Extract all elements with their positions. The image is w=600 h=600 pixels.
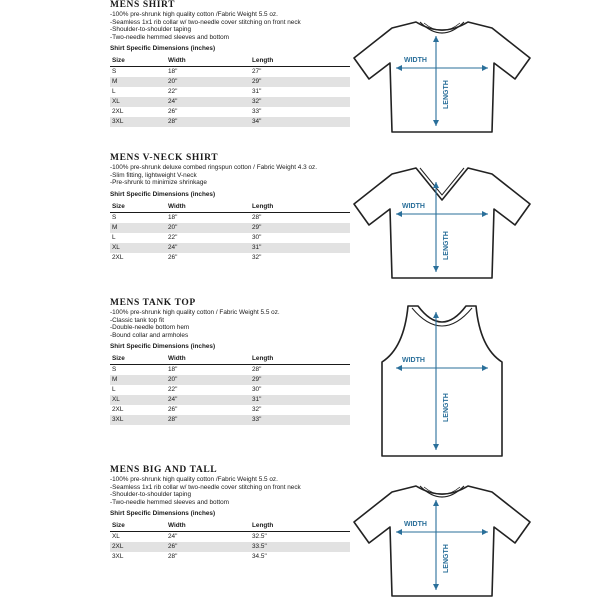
cell-size: XL	[112, 533, 120, 540]
table-row	[110, 117, 350, 127]
table-header	[110, 521, 350, 532]
header-size: Size	[112, 522, 125, 529]
cell-width: 20"	[168, 376, 178, 383]
cell-length: 32"	[252, 406, 262, 413]
cell-width: 24"	[168, 533, 178, 540]
table-header	[110, 56, 350, 67]
cell-width: 26"	[168, 543, 178, 550]
cell-size: S	[112, 366, 117, 373]
cell-width: 28"	[168, 416, 178, 423]
feature-line: -Seamless 1x1 rib collar w/ two-needle cover stitching on front neck	[110, 18, 301, 26]
length-label: LENGTH	[443, 80, 450, 109]
table-row	[110, 552, 350, 562]
cell-width: 24"	[168, 98, 178, 105]
cell-size: M	[112, 223, 118, 231]
cell-length: 34.5"	[252, 553, 267, 560]
cell-size: S	[112, 68, 117, 75]
feature-line: -100% pre-shrunk high quality cotton /Fabric Weight 5.5 oz.	[110, 476, 278, 483]
width-label: WIDTH	[404, 57, 427, 64]
size-table	[110, 56, 350, 127]
cell-size: 2XL	[112, 108, 124, 115]
section-title: MENS SHIRT	[110, 0, 176, 10]
length-label: LENGTH	[443, 393, 450, 422]
table-row	[110, 385, 350, 395]
cell-length: 30"	[252, 233, 262, 241]
table-row	[110, 532, 350, 542]
table-header	[110, 354, 350, 365]
cell-size: 3XL	[112, 553, 124, 560]
cell-length: 32.5"	[252, 533, 267, 540]
section-mens-tank-top	[110, 298, 350, 425]
cell-width: 18"	[168, 213, 178, 221]
feature-line: -Pre-shrunk to minimize shrinkage	[110, 179, 207, 186]
table-row	[110, 542, 350, 552]
tshirt-outline	[352, 14, 532, 134]
cell-size: L	[112, 233, 116, 241]
header-size: Size	[112, 202, 125, 210]
cell-length: 32"	[252, 98, 262, 105]
feature-line: -Two-needle hemmed sleeves and bottom	[110, 498, 230, 506]
feature-line: -Two-needle hemmed sleeves and bottom	[110, 33, 230, 41]
cell-length: 29"	[252, 78, 262, 85]
feature-line: -Seamless 1x1 rib collar w/ two-needle cover stitching on front neck	[110, 483, 301, 491]
cell-width: 22"	[168, 88, 178, 95]
cell-width: 26"	[168, 406, 178, 413]
cell-length: 27"	[252, 68, 262, 75]
cell-length: 31"	[252, 396, 262, 403]
table-row	[110, 243, 350, 253]
size-table	[110, 521, 350, 562]
feature-line: -Shoulder-to-shoulder taping	[110, 26, 191, 33]
cell-length: 31"	[252, 243, 262, 251]
table-row	[110, 223, 350, 233]
feature-line: -Classic tank top fit	[110, 316, 164, 324]
header-length: Length	[252, 355, 274, 362]
table-row	[110, 87, 350, 97]
cell-width: 20"	[168, 223, 178, 231]
cell-length: 28"	[252, 366, 262, 373]
header-width: Width	[168, 355, 186, 362]
cell-width: 18"	[168, 366, 178, 373]
header-width: Width	[168, 57, 186, 64]
table-row	[110, 405, 350, 415]
header-width: Width	[168, 202, 186, 210]
table-row	[110, 253, 350, 263]
table-header	[110, 202, 350, 213]
table-row	[110, 415, 350, 425]
table-row	[110, 67, 350, 77]
cell-size: L	[112, 386, 116, 393]
table-row	[110, 77, 350, 87]
feature-line: -Shoulder-to-shoulder taping	[110, 491, 191, 498]
vneck-shirt-diagram	[352, 160, 532, 280]
section-mens-big-and-tall	[110, 465, 350, 562]
feature-line: -100% pre-shrunk deluxe combed ringspun cotton / Fabric Weight 4.3 oz.	[110, 164, 317, 171]
cell-width: 20"	[168, 78, 178, 85]
cell-width: 28"	[168, 118, 178, 125]
cell-width: 22"	[168, 233, 178, 241]
header-size: Size	[112, 57, 125, 64]
cell-length: 33.5"	[252, 543, 267, 550]
dimensions-subhead: Shirt Specific Dimensions (inches)	[110, 510, 216, 517]
feature-line: -100% pre-shrunk high quality cotton / Fabric Weight 5.5 oz.	[110, 309, 280, 316]
width-label: WIDTH	[404, 521, 427, 528]
cell-length: 31"	[252, 88, 262, 95]
dimensions-subhead: Shirt Specific Dimensions (inches)	[110, 343, 216, 350]
cell-size: 3XL	[112, 118, 124, 125]
section-mens-vneck-shirt	[110, 153, 350, 263]
table-row	[110, 233, 350, 243]
cell-size: XL	[112, 396, 120, 403]
cell-length: 29"	[252, 376, 262, 383]
size-table	[110, 354, 350, 425]
big-tall-outline	[352, 478, 532, 598]
table-row	[110, 375, 350, 385]
length-label: LENGTH	[443, 544, 450, 573]
dimensions-subhead: Shirt Specific Dimensions (inches)	[110, 45, 216, 52]
header-width: Width	[168, 522, 186, 529]
big-tall-shirt-diagram	[352, 478, 532, 598]
cell-size: XL	[112, 98, 120, 105]
cell-width: 26"	[168, 253, 178, 261]
table-row	[110, 107, 350, 117]
cell-length: 33"	[252, 416, 262, 423]
tank-top-outline	[352, 300, 532, 460]
cell-size: 3XL	[112, 416, 124, 423]
cell-length: 29"	[252, 223, 262, 231]
width-label: WIDTH	[402, 203, 425, 210]
size-table	[110, 202, 350, 263]
cell-length: 33"	[252, 108, 262, 115]
table-row	[110, 213, 350, 223]
dimensions-subhead: Shirt Specific Dimensions (inches)	[110, 190, 216, 198]
cell-width: 24"	[168, 243, 178, 251]
cell-size: 2XL	[112, 406, 124, 413]
cell-width: 26"	[168, 108, 178, 115]
cell-length: 28"	[252, 213, 262, 221]
feature-line: -Slim fitting, lightweight V-neck	[110, 171, 197, 179]
header-length: Length	[252, 57, 274, 64]
cell-size: XL	[112, 243, 120, 251]
tank-top-diagram	[352, 300, 532, 460]
tshirt-diagram	[352, 14, 532, 134]
feature-line: -100% pre-shrunk high quality cotton /Fabric Weight 5.5 oz.	[110, 11, 278, 18]
length-label: LENGTH	[443, 231, 450, 260]
header-size: Size	[112, 355, 125, 362]
width-label: WIDTH	[402, 357, 425, 364]
section-title: MENS V-NECK SHIRT	[110, 153, 219, 163]
cell-length: 30"	[252, 386, 262, 393]
vneck-outline	[352, 160, 532, 280]
table-row	[110, 395, 350, 405]
cell-size: S	[112, 213, 117, 221]
cell-width: 18"	[168, 68, 178, 75]
table-row	[110, 97, 350, 107]
header-length: Length	[252, 202, 274, 210]
cell-size: 2XL	[112, 543, 124, 550]
cell-length: 34"	[252, 118, 262, 125]
feature-line: -Bound collar and armholes	[110, 331, 189, 339]
cell-size: M	[112, 78, 118, 85]
section-mens-shirt	[110, 0, 350, 127]
header-length: Length	[252, 522, 274, 529]
feature-line: -Double-needle bottom hem	[110, 324, 190, 331]
cell-length: 32"	[252, 253, 262, 261]
cell-size: L	[112, 88, 116, 95]
cell-size: M	[112, 376, 118, 383]
cell-width: 22"	[168, 386, 178, 393]
cell-width: 24"	[168, 396, 178, 403]
section-title: MENS TANK TOP	[110, 298, 196, 308]
cell-width: 28"	[168, 553, 178, 560]
table-row	[110, 365, 350, 375]
cell-size: 2XL	[112, 253, 124, 261]
section-title: MENS BIG AND TALL	[110, 465, 218, 475]
